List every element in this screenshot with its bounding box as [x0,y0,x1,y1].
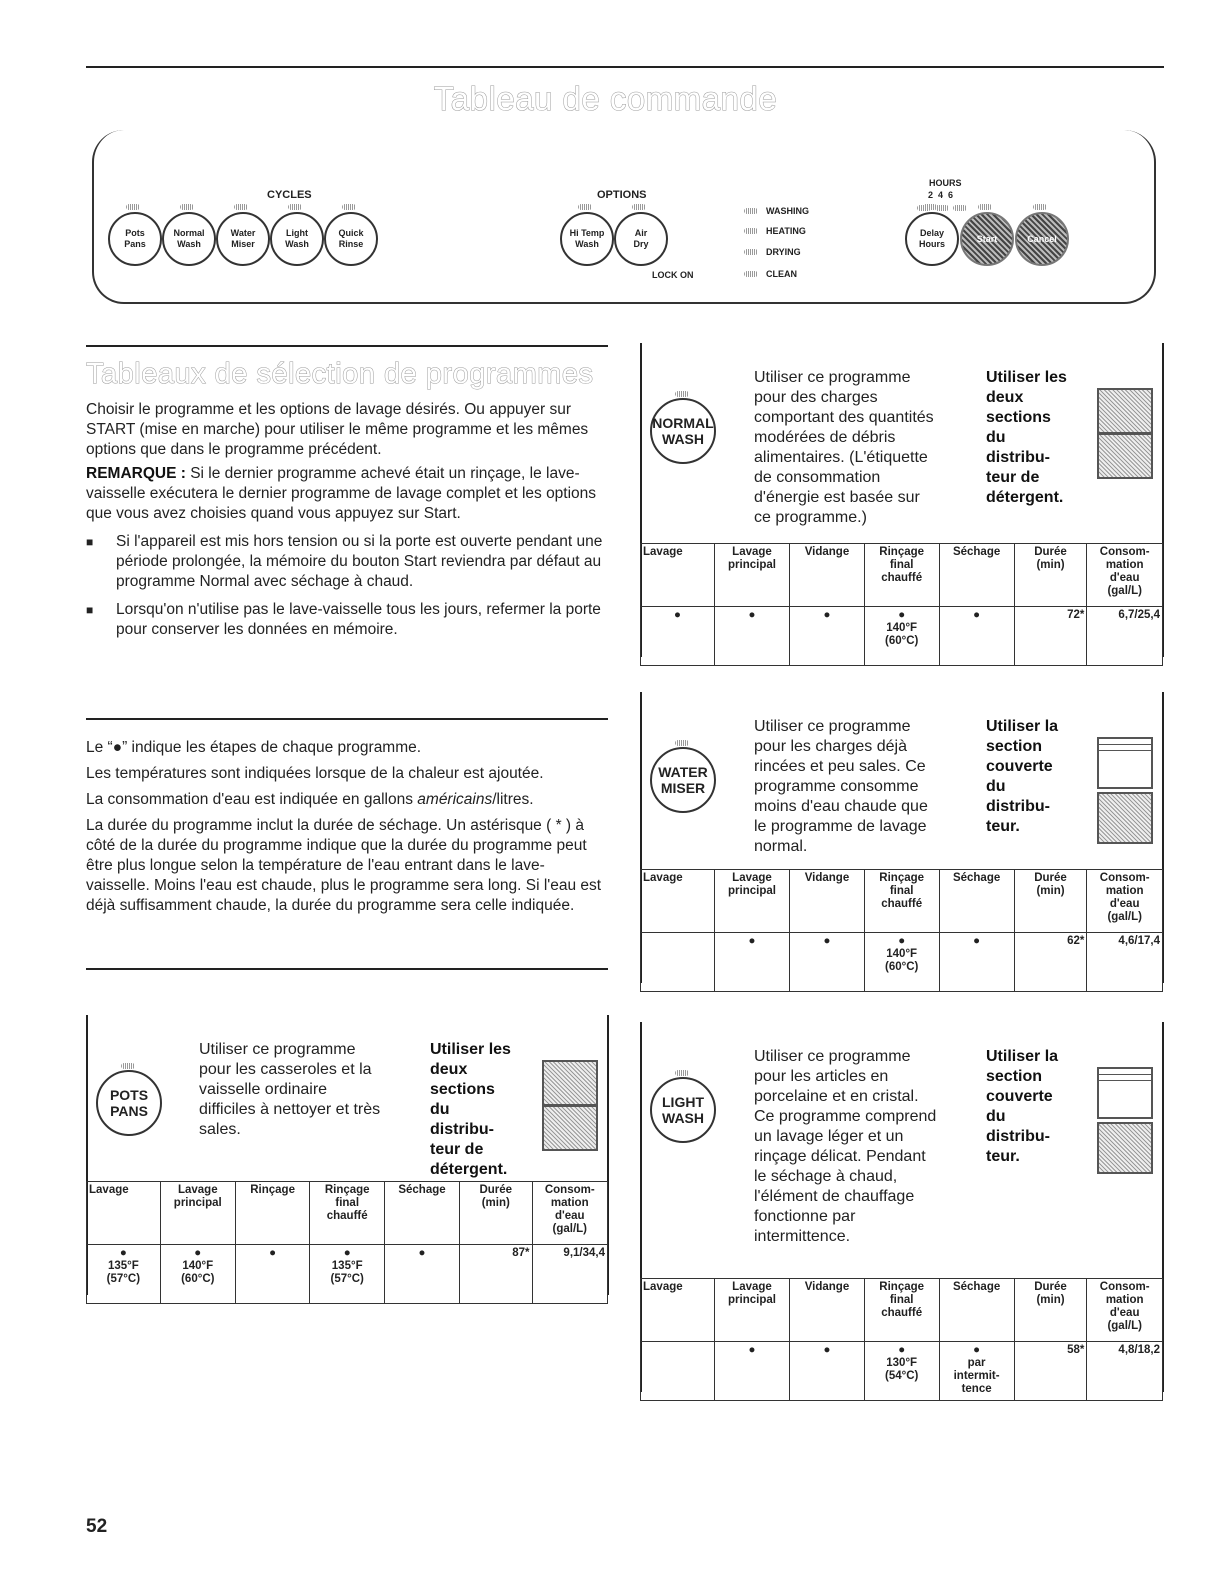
status-clean: CLEAN [766,269,797,279]
water-miser-button-label: Water Miser [230,228,256,249]
intro-paragraph: Choisir le programme et les options de lavage désirés. Ou appuyer sur START (mise en marche) pour utiliser le même programme et les mêmes options que dans le programme précédent. [86,401,589,458]
legend-line-3b: américains [417,791,493,808]
covered-dispenser-icon [1097,737,1153,789]
table-header-row [87,1182,608,1245]
hi-temp-wash-button-label: Hi Temp Wash [569,228,605,249]
table-cell: ● 135°F (57°C) [310,1245,385,1304]
legend-line-3a: La consommation d'eau est indiquée en gallons [86,791,418,808]
table-cell: 9,1/34,4 [532,1245,607,1304]
program-led [675,391,689,397]
table-cell: ● par intermit- tence [939,1342,1014,1401]
table-cell: ● 135°F (57°C) [87,1245,161,1304]
hi-temp-wash-button[interactable] [560,212,614,266]
program-description: Utiliser ce programme pour les articles en porcelaine et en cristal. Ce programme comprend un lavage léger et un rinçage délicat. Pendant le séchage à chaud, l'élément de chauffage fonctionne par intermittence. [754,1048,937,1245]
cancel-button-led [1033,204,1047,210]
table-header-cell: Durée (min) [1014,870,1087,933]
status-washing: WASHING [766,206,810,216]
table-header-row [641,870,1163,933]
table-header-cell: Consom- mation d'eau (gal/L) [532,1182,607,1245]
program-description: Utiliser ce programme pour les charges déjà rincées et peu sales. Ce programme consomme moins d'eau chaude que le programme de lavage normal. [754,718,928,855]
table-cell: ● 130°F (54°C) [864,1342,939,1401]
program-table [640,869,1163,992]
lock-on-label: LOCK ON [652,270,694,280]
top-rule [86,66,1164,68]
detergent-dispenser-icon [542,1060,598,1106]
table-cell: ● 140°F (60°C) [864,607,939,666]
table-header-cell: Lavage principal [160,1182,235,1245]
program-icon-label: POTS PANS [109,1087,149,1119]
program-description: Utiliser ce programme pour des charges comportant des quantités modérées de débris alimentaires. (L'étiquette de consommation d'énergie est basée sur ce programme.) [754,369,934,526]
delay-hours-button-label: Delay Hours [918,228,945,249]
hours-values: 2 4 6 [928,190,954,200]
table-cell: ● [939,607,1014,666]
status-led-clean [744,271,758,277]
table-header-cell: Lavage [641,1279,715,1342]
table-cell: 62* [1014,933,1087,992]
cancel-button[interactable] [1015,212,1069,266]
table-header-cell: Rinçage final chauffé [864,544,939,607]
table-header-cell: Vidange [790,544,865,607]
water-miser-icon [650,747,716,813]
water-miser-button[interactable] [216,212,270,266]
detergent-dispenser-icon [542,1105,598,1151]
normal-wash-button[interactable] [162,212,216,266]
quick-rinse-button-label: Quick Rinse [338,228,364,249]
hours-led-6 [953,205,967,211]
pots-pans-button[interactable] [108,212,162,266]
program-description: Utiliser ce programme pour les casseroles et la vaisselle ordinaire difficiles à nettoyer et très sales. [199,1041,381,1138]
program-table [640,543,1163,666]
table-header-cell: Lavage principal [714,544,789,607]
table-cell: ● [235,1245,310,1304]
water-miser-button-led [234,204,248,210]
program-led [121,1063,135,1069]
detergent-note: Utiliser la section couverte du distribu- teur. [986,1048,1059,1165]
table-cell: ● [714,933,789,992]
section-rule-mid [86,718,608,720]
table-header-cell: Rinçage final chauffé [310,1182,385,1245]
table-header-cell: Durée (min) [459,1182,532,1245]
table-header-cell: Vidange [790,1279,865,1342]
table-cell: 4,8/18,2 [1087,1342,1163,1401]
remark-text: Si le dernier programme achevé était un rinçage, le lave-vaisselle exécutera le dernier programme de lavage complet et les options que vous avez choisies quand vous appuyez sur Start. [86,465,597,522]
bullet-item-2 [86,600,608,640]
pots-pans-icon [96,1070,162,1136]
start-button[interactable] [960,212,1014,266]
table-cell: ● [714,607,789,666]
table-header-cell: Consom- mation d'eau (gal/L) [1087,870,1163,933]
square-bullet-icon: ■ [86,603,94,617]
table-header-cell: Séchage [939,1279,1014,1342]
pots-pans-button-label: Pots Pans [124,228,146,249]
normal-wash-button-led [180,204,194,210]
table-header-cell: Lavage [641,870,715,933]
hi-temp-wash-button-led [578,204,592,210]
table-header-cell: Vidange [790,870,865,933]
table-cell: ● [641,607,715,666]
light-wash-button-label: Light Wash [285,228,309,249]
program-led [675,740,689,746]
table-header-cell: Durée (min) [1014,544,1087,607]
table-header-cell: Séchage [384,1182,459,1245]
table-cell: 72* [1014,607,1087,666]
light-wash-button[interactable] [270,212,324,266]
section-title: Tableaux de sélection de programmes [86,358,594,390]
status-led-drying [744,249,758,255]
table-row [641,1342,1163,1401]
detergent-dispenser-icon [1097,1122,1153,1174]
status-drying: DRYING [766,247,801,257]
normal-wash-button-label: Normal Wash [173,228,205,249]
table-header-cell: Rinçage final chauffé [864,1279,939,1342]
detergent-note: Utiliser les deux sections du distribu- teur de détergent. [986,369,1067,506]
detergent-dispenser-icon [1097,792,1153,844]
table-header-cell: Lavage [641,544,715,607]
program-table [86,1181,608,1304]
quick-rinse-button-led [342,204,356,210]
detergent-dispenser-icon [1097,388,1153,434]
hours-led-4 [935,205,949,211]
table-cell: ● [790,1342,865,1401]
legend-line-1: Le “●” indique les étapes de chaque programme. [86,739,422,756]
program-table [640,1278,1163,1401]
bullet-text-2: Lorsqu'on n'utilise pas le lave-vaisselle tous les jours, refermer la porte pour conserver les données en mémoire. [116,601,601,638]
table-header-cell: Lavage [87,1182,161,1245]
start-button-led [978,204,992,210]
section-rule-bottom [86,968,608,970]
start-button-label: Start [976,233,998,244]
table-header-cell: Rinçage final chauffé [864,870,939,933]
table-header-cell: Rinçage [235,1182,310,1245]
section-rule-top [86,345,608,347]
legend-line-3c: /litres. [492,791,534,808]
table-header-row [641,1279,1163,1342]
program-icon-label: NORMAL WASH [652,415,714,447]
table-header-cell: Séchage [939,870,1014,933]
status-led-heating [744,228,758,234]
program-led [675,1070,689,1076]
intro-text [86,400,608,640]
table-header-cell: Durée (min) [1014,1279,1087,1342]
table-cell: ● [384,1245,459,1304]
table-row [87,1245,608,1304]
table-cell: ● [939,933,1014,992]
table-cell: ● 140°F (60°C) [864,933,939,992]
hours-label: HOURS [929,178,962,188]
table-cell: ● [714,1342,789,1401]
program-icon-label: LIGHT WASH [662,1094,704,1126]
table-header-cell: Séchage [939,544,1014,607]
table-header-cell: Lavage principal [714,870,789,933]
table-row [641,933,1163,992]
cancel-button-label: Cancel [1027,233,1057,244]
program-icon-label: WATER MISER [658,764,708,796]
table-header-cell: Consom- mation d'eau (gal/L) [1087,544,1163,607]
covered-dispenser-icon [1097,1067,1153,1119]
status-heating: HEATING [766,226,806,236]
detergent-dispenser-icon [1097,433,1153,479]
light-wash-button-led [288,204,302,210]
table-cell: 87* [459,1245,532,1304]
table-header-cell: Lavage principal [714,1279,789,1342]
air-dry-button-led [632,204,646,210]
detergent-note: Utiliser les deux sections du distribu- teur de détergent. [430,1041,511,1178]
page-title: Tableau de commande [433,80,778,117]
quick-rinse-button[interactable] [324,212,378,266]
light-wash-icon [650,1077,716,1143]
legend-text [86,738,608,918]
legend-line-3 [86,790,608,810]
status-led-washing [744,208,758,214]
table-cell [641,933,715,992]
page-number: 52 [86,1516,108,1537]
legend-line-4: La durée du programme inclut la durée de séchage. Un astérisque ( * ) à côté de la durée du programme indique que la durée du programme peut être plus longue selon la température de l'eau entrant dans le lave-vaisselle. Moins l'eau est chaude, plus le programme sera long. Si l'eau est déjà suffisamment chaude, la durée du programme sera celle indiquée. [86,817,602,914]
hours-led-2 [917,205,931,211]
legend-line-2: Les températures sont indiquées lorsque de la chaleur est ajoutée. [86,765,544,782]
remark-paragraph [86,464,608,524]
table-header-cell: Consom- mation d'eau (gal/L) [1087,1279,1163,1342]
table-cell [641,1342,715,1401]
remark-label: REMARQUE : [86,465,186,482]
options-label: OPTIONS [597,189,647,201]
air-dry-button-label: Air Dry [633,228,649,249]
air-dry-button[interactable] [614,212,668,266]
table-row [641,607,1163,666]
table-header-row [641,544,1163,607]
table-cell: 4,6/17,4 [1087,933,1163,992]
table-cell: 58* [1014,1342,1087,1401]
table-cell: ● [790,607,865,666]
table-cell: ● 140°F (60°C) [160,1245,235,1304]
detergent-note: Utiliser la section couverte du distribu- teur. [986,718,1059,835]
cycles-label: CYCLES [267,189,312,201]
bullet-text-1: Si l'appareil est mis hors tension ou si la porte est ouverte pendant une période prolongée, la mémoire du bouton Start reviendra par défaut au programme Normal avec séchage à chaud. [116,533,603,590]
pots-pans-button-led [126,204,140,210]
delay-hours-button[interactable] [905,212,959,266]
normal-icon [650,398,716,464]
bullet-item-1 [86,532,608,592]
square-bullet-icon: ■ [86,535,94,549]
table-cell: ● [790,933,865,992]
table-cell: 6,7/25,4 [1087,607,1163,666]
